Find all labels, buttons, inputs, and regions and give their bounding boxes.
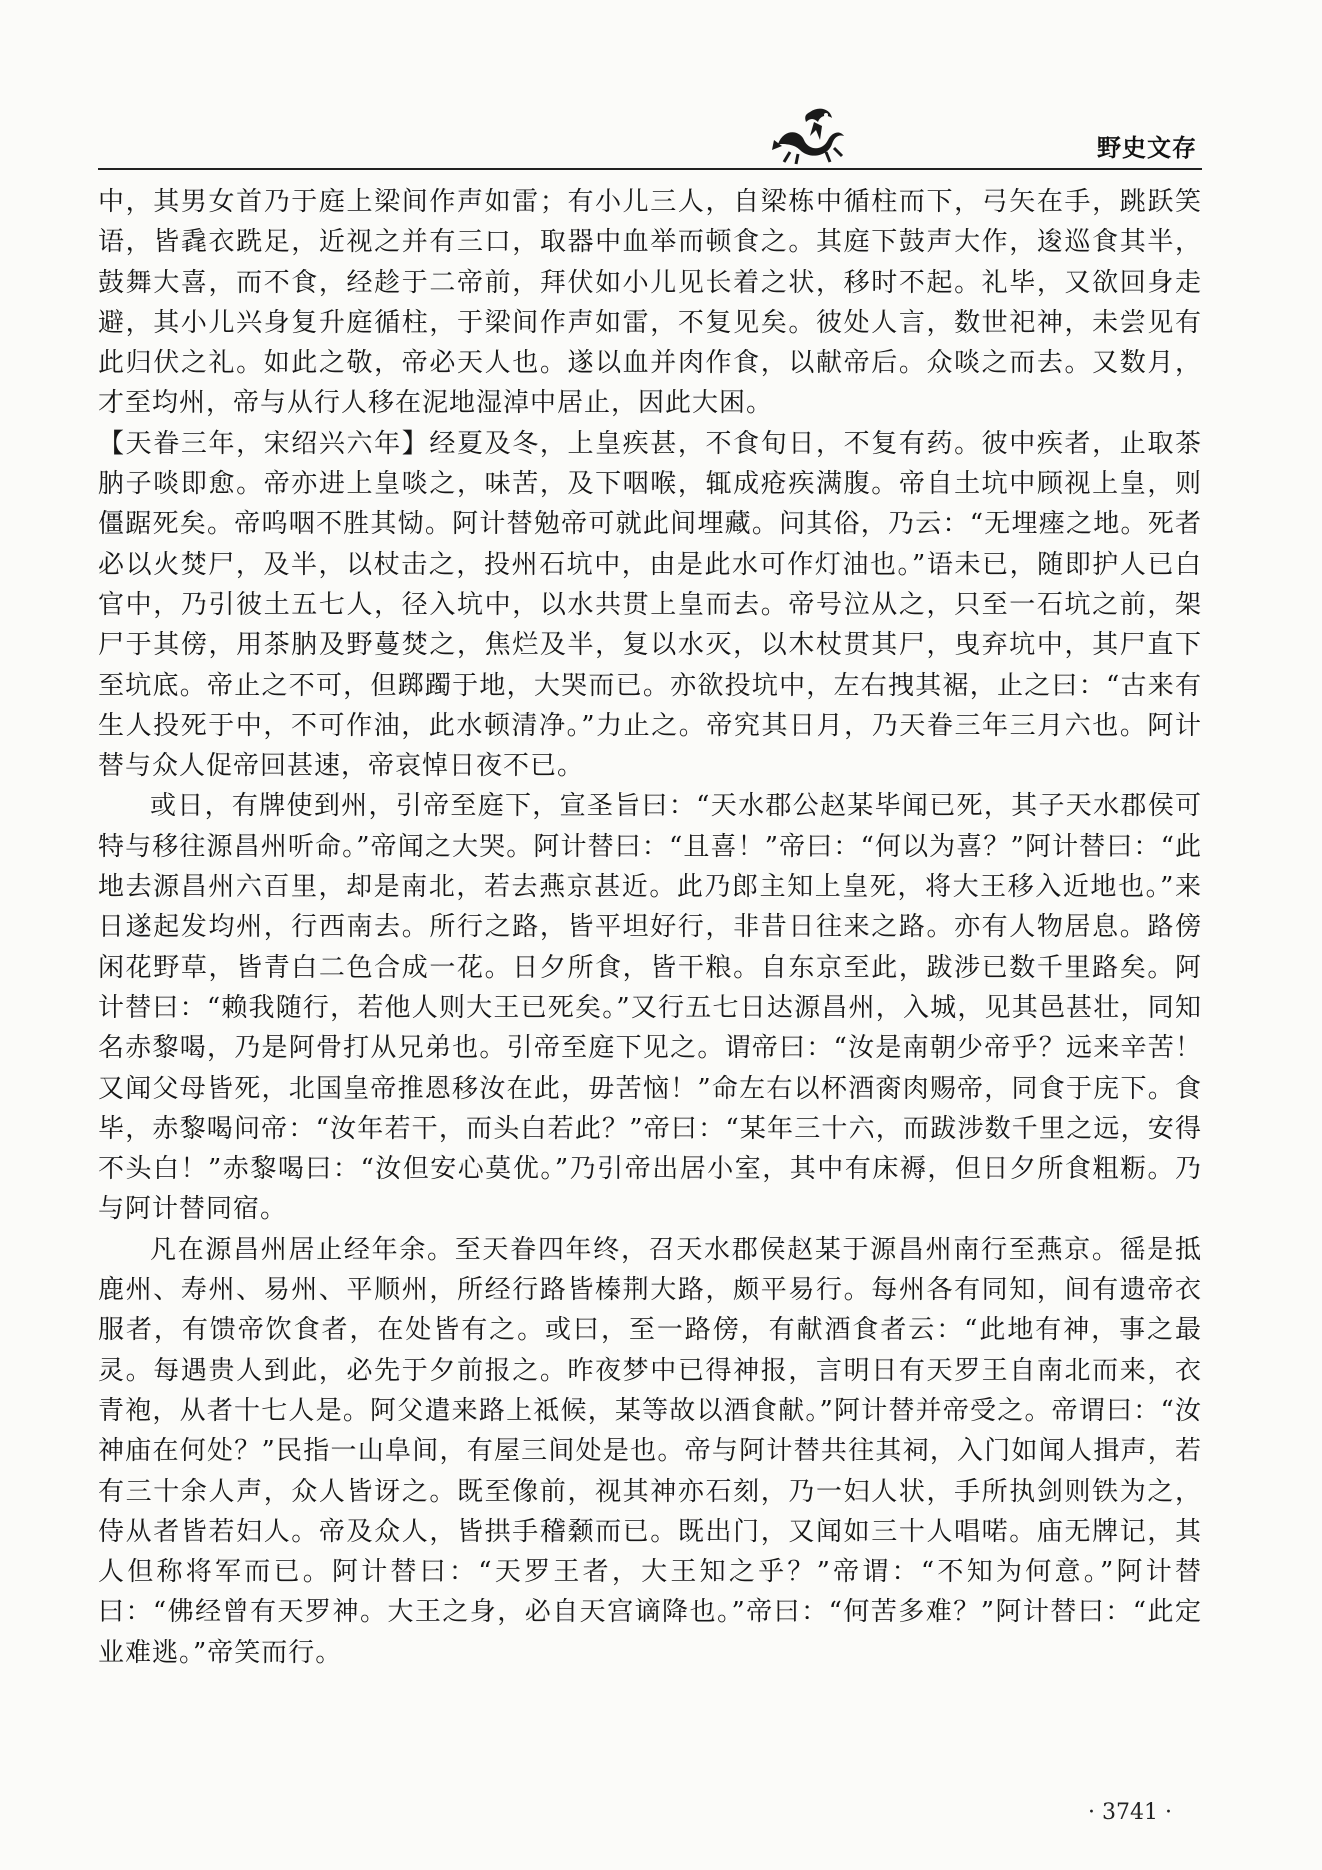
page-number: · 3741 · xyxy=(1088,1800,1172,1825)
series-title: 野史文存 xyxy=(1097,134,1197,162)
paragraph: 【天眷三年，宋绍兴六年】经夏及冬，上皇疾甚，不食旬日，不复有药。彼中疾者，止取茶肭子啖即愈。帝亦进上皇啖之，味苦，及下咽喉，辄成疮疾满腹。帝自土坑中顾视上皇，则僵踞死矣。帝呜咽不胜其恸。阿计替勉帝可就此间埋藏。问其俗，乃云：“无埋瘗之地。死者必以火焚尸，及半，以杖击之，投州石坑中，由是此水可作灯油也。”语未已，随即护人已白官中，乃引彼土五七人，径入坑中，以水共贯上皇而去。帝号泣从之，只至一石坑之前，架尸于其傍，用茶肭及野蔓焚之，焦烂及半，复以水灭，以木杖贯其尸，曳弃坑中，其尸直下至坑底。帝止之不可，但踯躅于地，大哭而已。亦欲投坑中，左右拽其裾，止之曰：“古来有生人投死于中，不可作油，此水顿清净。”力止之。帝究其日月，乃天眷三年三月六也。阿计替与众人促帝回甚速，帝哀悼日夜不已。 xyxy=(98,428,1202,782)
page-header xyxy=(0,0,1322,180)
body-text xyxy=(98,182,1202,1673)
paragraph: 或日，有牌使到州，引帝至庭下，宣圣旨曰：“天水郡公赵某毕闻已死，其子天水郡侯可特与移往源昌州听命。”帝闻之大哭。阿计替曰：“且喜！”帝曰：“何以为喜？”阿计替曰：“此地去源昌州六百里，却是南北，若去燕京甚近。此乃郎主知上皇死，将大王移入近地也。”来日遂起发均州，行西南去。所行之路，皆平坦好行，非昔日往来之路。亦有人物居息。路傍闲花野草，皆青白二色合成一花。日夕所食，皆干粮。自东京至此，跋涉已数千里路矣。阿计替曰：“赖我随行，若他人则大王已死矣。”又行五七日达源昌州，入城，见其邑甚壮，同知名赤黎喝，乃是阿骨打从兄弟也。引帝至庭下见之。谓帝曰：“汝是南朝少帝乎？远来辛苦！又闻父母皆死，北国皇帝推恩移汝在此，毋苦恼！”命左右以杯酒脔肉赐帝，同食于庑下。食毕，赤黎喝问帝：“汝年若干，而头白若此？”帝曰：“某年三十六，而跋涉数千里之远，安得不头白！”赤黎喝曰：“汝但安心莫优。”乃引帝出居小室，其中有床褥，但日夕所食粗粝。乃与阿计替同宿。 xyxy=(98,791,1202,1225)
paragraph: 凡在源昌州居止经年余。至天眷四年终，召天水郡侯赵某于源昌州南行至燕京。徭是抵鹿州、寿州、易州、平顺州，所经行路皆榛荆大路，颇平易行。每州各有同知，间有遗帝衣服者，有馈帝饮食者，在处皆有之。或曰，至一路傍，有献酒食者云：“此地有神，事之最灵。每遇贵人到此，必先于夕前报之。昨夜梦中已得神报，言明日有天罗王自南北而来，衣青袍，从者十七人是。阿父遣来路上祗候，某等故以酒食献。”阿计替并帝受之。帝谓曰：“汝神庙在何处？”民指一山阜间，有屋三间处是也。帝与阿计替共往其祠，入门如闻人揖声，若有三十余人声，众人皆讶之。既至像前，视其神亦石刻，乃一妇人状，手所执剑则铁为之，侍从者皆若妇人。帝及众人，皆拱手稽颡而已。既出门，又闻如三十人唱喏。庙无牌记，其人但称将军而已。阿计替曰：“天罗王者，大王知之乎？”帝谓：“不知为何意。”阿计替曰：“佛经曾有天罗神。大王之身，必自天宫谪降也。”帝曰：“何苦多难？”阿计替曰：“此定业难逃。”帝笑而行。 xyxy=(98,1234,1202,1668)
header-rule xyxy=(98,168,1202,170)
paragraph: 中，其男女首乃于庭上梁间作声如雷；有小儿三人，自梁栋中循柱而下，弓矢在手，跳跃笑语，皆毳衣跣足，近视之并有三口，取器中血举而顿食之。其庭下鼓声大作，逡巡食其半，鼓舞大喜，而不食，经趁于二帝前，拜伏如小儿见长着之状，移时不起。礼毕，又欲回身走避，其小儿兴身复升庭循柱，于梁间作声如雷，不复见矣。彼处人言，数世祀神，未尝见有此归伏之礼。如此之敬，帝必天人也。遂以血并肉作食，以献帝后。众啖之而去。又数月，才至均州，帝与从行人移在泥地湿淖中居止，因此大困。 xyxy=(98,187,1202,419)
dragon-icon xyxy=(770,100,850,166)
